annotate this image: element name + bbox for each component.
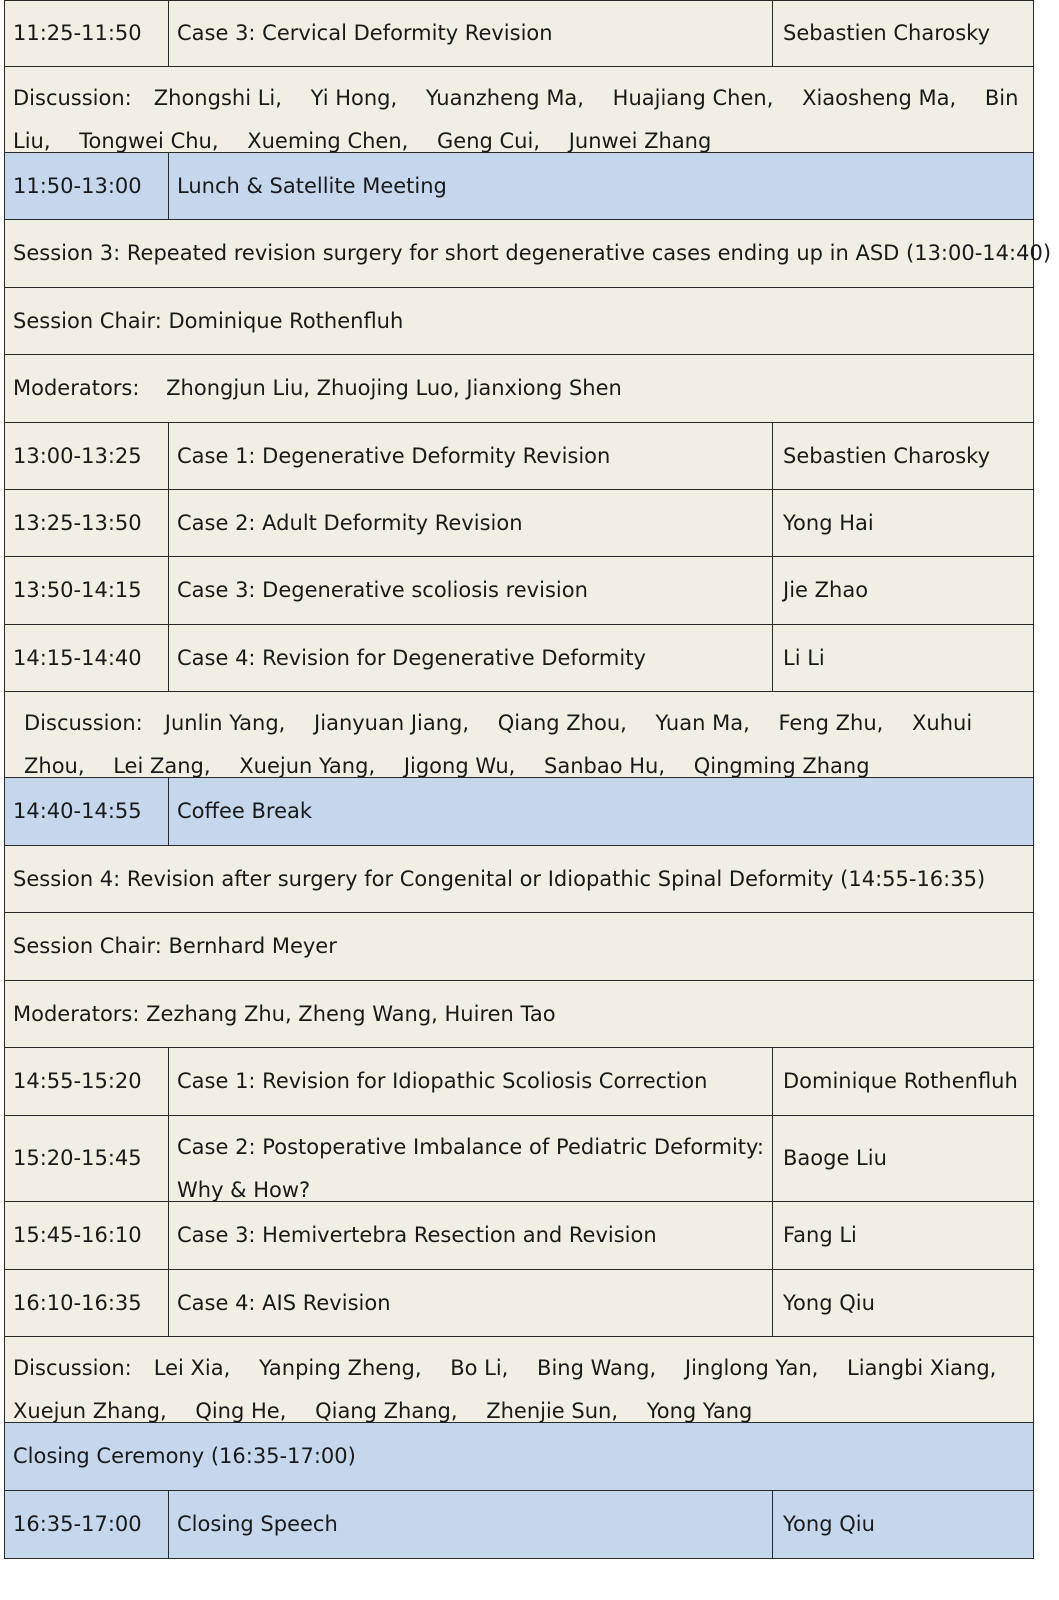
discussant-name: Xuhui Zhou, — [24, 711, 973, 778]
title-cell: Case 2: Postoperative Imbalance of Pediatric Deformity: Why & How? — [169, 1116, 773, 1201]
session-info-cell: Moderators: Zezhang Zhu, Zheng Wang, Huiren Tao — [13, 1001, 556, 1026]
title-cell: Case 3: Degenerative scoliosis revision — [169, 557, 773, 624]
time-cell: 11:25-11:50 — [5, 1, 169, 66]
discussion-cell — [5, 1337, 1033, 1422]
speaker-cell: Yong Qiu — [783, 1290, 875, 1315]
schedule-row — [4, 355, 1034, 423]
time-cell: 15:20-15:45 — [5, 1116, 169, 1201]
discussant-name: Liangbi Xiang, — [847, 1356, 997, 1380]
time-cell: 16:10-16:35 — [5, 1270, 169, 1336]
discussant-name: Qiang Zhang, — [315, 1399, 458, 1423]
discussant-name: Geng Cui, — [437, 129, 541, 153]
discussant-name: Yi Hong, — [310, 86, 398, 110]
schedule-row — [4, 1491, 1034, 1559]
schedule-row — [4, 692, 1034, 778]
session-info-cell: Session 3: Repeated revision surgery for short degenerative cases ending up in ASD (13:00-14:40) — [13, 241, 1052, 265]
schedule-row — [4, 778, 1034, 846]
speaker-cell: Baoge Liu — [783, 1146, 887, 1170]
discussant-name: Tongwei Chu, — [79, 129, 219, 153]
schedule-row — [4, 1270, 1034, 1337]
session-info-cell: Session 4: Revision after surgery for Congenital or Idiopathic Spinal Deformity (14:55-16:35) — [13, 866, 986, 891]
schedule-row — [4, 913, 1034, 981]
title-cell: Case 4: AIS Revision — [169, 1270, 773, 1336]
title-cell: Case 1: Degenerative Deformity Revision — [169, 423, 773, 489]
schedule-row — [4, 288, 1034, 355]
discussant-name: Zhenjie Sun, — [486, 1399, 619, 1423]
time-cell: 11:50-13:00 — [5, 153, 169, 219]
schedule-row — [4, 220, 1052, 288]
schedule-row — [4, 981, 1034, 1048]
discussion-cell — [5, 692, 1033, 777]
session-info-cell: Closing Ceremony (16:35-17:00) — [13, 1444, 356, 1468]
discussant-name: Bing Wang, — [537, 1356, 657, 1380]
discussant-name: Junwei Zhang — [568, 129, 712, 153]
discussant-name: Junlin Yang, — [164, 711, 286, 735]
schedule-row — [4, 557, 1034, 625]
discussant-name: Lei Zang, — [113, 754, 211, 778]
speaker-cell: Sebastien Charosky — [783, 443, 991, 468]
title-cell: Coffee Break — [177, 799, 313, 823]
discussion-label: Discussion: — [13, 86, 132, 110]
time-cell: 13:50-14:15 — [5, 557, 169, 624]
time-cell: 14:15-14:40 — [5, 625, 169, 691]
discussion-label: Discussion: — [13, 1356, 132, 1380]
title-cell: Case 3: Hemivertebra Resection and Revision — [169, 1202, 773, 1269]
session-info-cell: Session Chair: Bernhard Meyer — [13, 934, 337, 958]
title-cell: Case 4: Revision for Degenerative Deformity — [169, 625, 773, 691]
schedule-row — [4, 67, 1034, 153]
time-cell: 16:35-17:00 — [5, 1491, 169, 1558]
title-cell: Case 2: Adult Deformity Revision — [169, 490, 773, 556]
speaker-cell: Sebastien Charosky — [783, 21, 991, 45]
discussant-name: Bin Liu, — [13, 86, 1019, 153]
discussant-name: Zhongshi Li, — [153, 86, 282, 110]
schedule-table — [4, 0, 1052, 1559]
schedule-row — [4, 1202, 1034, 1270]
schedule-row — [4, 0, 1034, 67]
schedule-row — [4, 846, 1034, 913]
title-cell: Case 3: Cervical Deformity Revision — [169, 1, 773, 66]
discussant-name: Yong Yang — [646, 1399, 753, 1423]
speaker-cell: Fang Li — [783, 1223, 857, 1247]
session-info-cell: Session Chair: Dominique Rothenfluh — [13, 308, 404, 333]
title-cell: Closing Speech — [169, 1491, 773, 1558]
discussant-name: Yuan Ma, — [655, 711, 750, 735]
speaker-cell: Dominique Rothenfluh — [783, 1069, 1018, 1093]
schedule-row — [4, 1423, 1034, 1491]
schedule-row — [4, 1048, 1034, 1116]
time-cell: 13:00-13:25 — [5, 423, 169, 489]
discussant-name: Jinglong Yan, — [684, 1356, 819, 1380]
discussant-name: Sanbao Hu, — [544, 754, 666, 778]
time-cell: 13:25-13:50 — [5, 490, 169, 556]
session-info-cell: Moderators: Zhongjun Liu, Zhuojing Luo, Jianxiong Shen — [13, 376, 622, 400]
discussant-name: Xuejun Zhang, — [13, 1399, 167, 1423]
time-cell: 14:55-15:20 — [5, 1048, 169, 1115]
discussant-name: Lei Xia, — [153, 1356, 231, 1380]
schedule-row — [4, 423, 1034, 490]
speaker-cell: Jie Zhao — [783, 578, 869, 602]
schedule-row — [4, 625, 1034, 692]
time-cell: 14:40-14:55 — [5, 778, 169, 845]
discussant-name: Jianyuan Jiang, — [314, 711, 470, 735]
discussant-name: Yuanzheng Ma, — [425, 86, 584, 110]
schedule-row — [4, 490, 1034, 557]
time-cell: 15:45-16:10 — [5, 1202, 169, 1269]
discussant-name: Jigong Wu, — [403, 754, 516, 778]
speaker-cell: Yong Qiu — [783, 1512, 875, 1536]
discussant-name: Qing He, — [195, 1399, 287, 1423]
discussion-cell — [5, 67, 1033, 152]
title-cell: Lunch & Satellite Meeting — [177, 173, 447, 198]
schedule-row — [4, 1116, 1034, 1202]
speaker-cell: Yong Hai — [783, 510, 874, 535]
discussant-name: Qingming Zhang — [693, 754, 870, 778]
schedule-row — [4, 153, 1034, 220]
title-cell: Case 1: Revision for Idiopathic Scoliosis Correction — [169, 1048, 773, 1115]
discussant-name: Xuejun Yang, — [239, 754, 376, 778]
discussant-name: Bo Li, — [450, 1356, 509, 1380]
discussant-name: Xiaosheng Ma, — [802, 86, 957, 110]
discussant-name: Xueming Chen, — [247, 129, 409, 153]
discussant-name: Huajiang Chen, — [612, 86, 774, 110]
discussant-name: Qiang Zhou, — [497, 711, 627, 735]
schedule-row — [4, 1337, 1034, 1423]
speaker-cell: Li Li — [783, 645, 825, 670]
discussant-name: Feng Zhu, — [778, 711, 884, 735]
discussion-label: Discussion: — [24, 711, 143, 735]
discussant-name: Yanping Zheng, — [258, 1356, 422, 1380]
